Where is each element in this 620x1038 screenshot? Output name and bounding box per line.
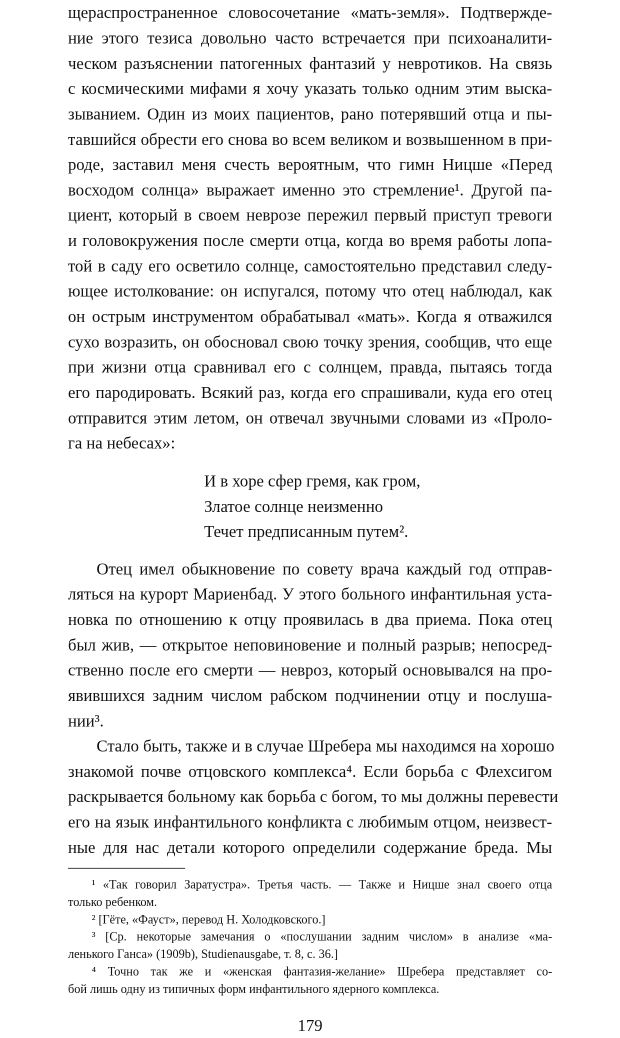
text-line: при жизни отца сравнивал его с солнцем, правда, пытаясь тогда — [67, 357, 553, 377]
footnote-3: ³ [Ср. некоторые замечания о «послушании задним числом» в анализе «ма- — [91, 930, 553, 944]
verse-line: Течет предписанным путем². — [203, 522, 409, 542]
text-line: ческом разъяснении патогенных фантазий у невротиков. На связь — [67, 53, 553, 73]
text-line: Стало быть, также и в случае Шребера мы находимся на хорошо — [96, 736, 555, 756]
text-line: был жив, — открытое неповиновение и полный разрыв; непосред- — [67, 635, 553, 655]
text-line: зыванием. Один из моих пациентов, рано потерявший отца и пы- — [67, 104, 553, 124]
footnote-1: ¹ «Так говорил Заратустра». Третья часть. — Также и Ницше знал своего отца — [91, 878, 553, 892]
text-line: его пародировать. Всякий раз, когда его спрашивали, куда его отец — [67, 382, 553, 402]
text-line: ные для нас детали которого определили содержание бреда. Мы — [67, 837, 553, 857]
verse-line: И в хоре сфер гремя, как гром, — [203, 471, 421, 491]
text-line: сухо возразить, он обосновал свою точку зрения, сообщив, что еще — [67, 332, 553, 352]
text-line: циент, который в своем неврозе пережил первый приступ тревоги — [67, 205, 553, 225]
text-line: Отец имел обыкновение по совету врача каждый год отправ- — [96, 559, 553, 579]
text-line: его на язык инфантильного конфликта с любимым отцом, неизвест- — [67, 812, 553, 832]
book-page — [67, 0, 559, 1038]
text-line: и головокружения после смерти отца, когда во время работы лопа- — [67, 231, 553, 251]
text-line: отправится этим летом, он отвечал звучными словами из «Проло- — [67, 408, 553, 428]
text-line: тавшийся обрести его снова во всем великом и возвышенном в при- — [67, 129, 553, 149]
page-number: 179 — [297, 1015, 323, 1035]
footnote-2: ² [Гёте, «Фауст», перевод Н. Холодковского.] — [91, 912, 326, 927]
text-line: с космическими мифами я хочу указать только одним этим выска- — [67, 79, 553, 99]
text-line: ющее истолкование: он испугался, потому что отец наблюдал, как — [67, 281, 553, 301]
footnote-4: ⁴ Точно так же и «женская фантазия-желание» Шребера представляет со- — [91, 965, 553, 979]
text-line: ние этого тезиса довольно часто встречается при психоаналити- — [67, 28, 553, 48]
footnote-4-cont: бой лишь одну из типичных форм инфантильного ядерного комплекса. — [67, 982, 440, 997]
text-line: га на небесах»: — [67, 433, 176, 453]
text-line: щераспространенное словосочетание «мать-земля». Подтвержде- — [67, 3, 553, 23]
footnote-3-cont: ленького Ганса» (1909b), Studienausgabe, т. 8, с. 36.] — [67, 947, 338, 962]
text-line: явившихся задним числом рабском подчинении отцу и послуша- — [67, 685, 553, 705]
text-line: ственно после его смерти — невроз, который основывался на про- — [67, 660, 553, 680]
footnote-1-cont: только ребенком. — [67, 895, 158, 910]
text-line: он острым инструментом обрабатывал «мать». Когда я отважился — [67, 306, 553, 326]
text-line: раскрывается больному как борьба с богом, то мы должны перевести — [67, 787, 559, 807]
footnote-separator — [68, 868, 185, 869]
text-line: знакомой почве отцовского комплекса⁴. Если борьба с Флехсигом — [67, 761, 553, 781]
text-line: роде, заставил меня счесть вероятным, что гимн Ницше «Перед — [67, 155, 553, 175]
text-line: восходом солнца» выражает именно это стремление¹. Другой па- — [67, 180, 553, 200]
text-line: той в саду его осветило солнце, самостоятельно представил следу- — [67, 256, 553, 276]
text-line: нии³. — [67, 711, 104, 731]
text-line: ляться на курорт Мариенбад. У этого больного инфантильная уста- — [67, 584, 553, 604]
verse-line: Златое солнце неизменно — [203, 496, 383, 516]
text-line: новка по отношению к отцу проявилась в два приема. Пока отец — [67, 609, 553, 629]
